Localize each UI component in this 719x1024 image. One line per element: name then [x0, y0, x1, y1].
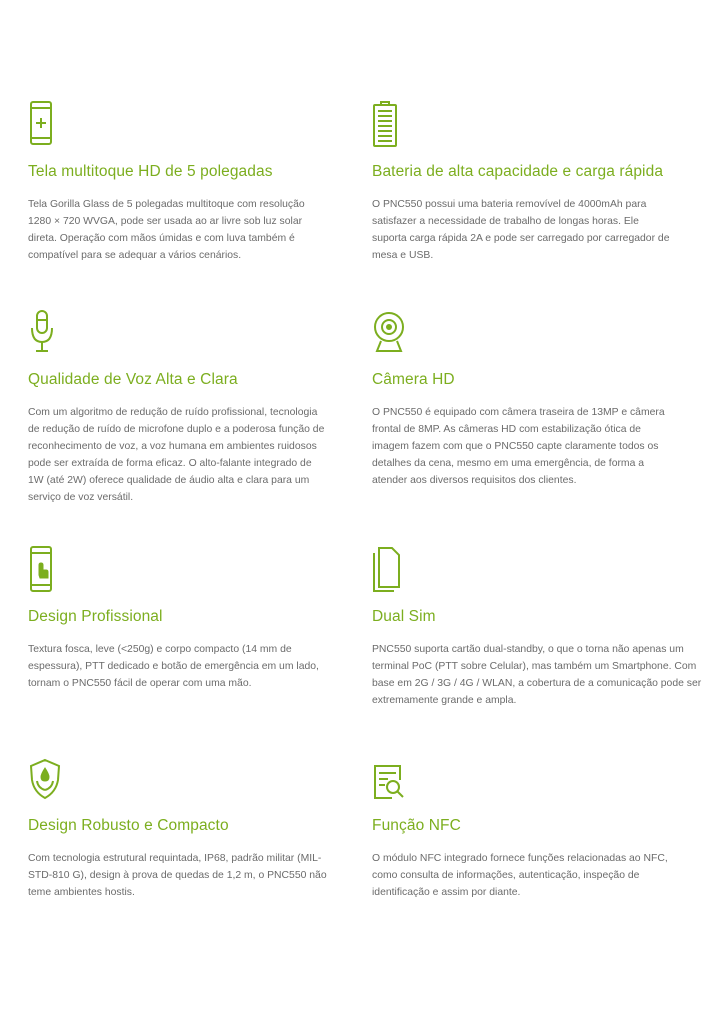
- feature-title: Função NFC: [372, 817, 461, 834]
- feature-professional-design: [28, 545, 328, 692]
- nfc-document-search-icon: [372, 754, 406, 802]
- feature-description: Com tecnologia estrutural requintada, IP68, padrão militar (MIL-STD-810 G), design à prova de quedas de 1,2 m, o PNC550 não teme ambientes hostis.: [28, 853, 327, 898]
- feature-dual-sim: [372, 545, 717, 709]
- feature-voice-quality: [28, 308, 328, 506]
- phone-touch-icon: [28, 545, 62, 593]
- feature-title: Design Profissional: [28, 608, 163, 625]
- feature-nfc: [372, 754, 672, 901]
- feature-battery: [372, 100, 672, 264]
- feature-title: Design Robusto e Compacto: [28, 817, 229, 834]
- feature-title: Tela multitoque HD de 5 polegadas: [28, 163, 273, 180]
- feature-description: PNC550 suporta cartão dual-standby, o que o torna não apenas um terminal PoC (PTT sobre Celular), mas também um Smartphone. Com base em 2G / 3G / 4G / WLAN, a cobertura de a comunicação pode ser extremamente grande e ampla.: [372, 644, 702, 706]
- touchscreen-phone-icon: [28, 100, 62, 148]
- microphone-icon: [28, 308, 62, 356]
- rugged-shield-icon: [28, 754, 62, 802]
- battery-icon: [372, 100, 406, 148]
- feature-description: O PNC550 possui uma bateria removível de 4000mAh para satisfazer a necessidade de trabalho de longas horas. Ele suporta carga rápida 2A e pode ser carregado por carregador de mesa e USB.: [372, 199, 670, 261]
- feature-description: Textura fosca, leve (<250g) e corpo compacto (14 mm de espessura), PTT dedicado e botão de emergência em um lado, tornam o PNC550 fácil de operar com uma mão.: [28, 644, 319, 689]
- sim-card-icon: [372, 545, 406, 593]
- feature-hd-camera: [372, 308, 672, 489]
- feature-rugged-design: [28, 754, 328, 901]
- feature-description: O PNC550 é equipado com câmera traseira de 13MP e câmera frontal de 8MP. As câmeras HD com estabilização ótica de imagem fazem com que o PNC550 capte claramente todos os detalhes da cena, mesmo em uma emergência, de forma a atender aos diversos requisitos dos clientes.: [372, 407, 665, 486]
- feature-title: Qualidade de Voz Alta e Clara: [28, 371, 238, 388]
- feature-title: Dual Sim: [372, 608, 436, 625]
- feature-touchscreen: [28, 100, 328, 264]
- feature-description: O módulo NFC integrado fornece funções relacionadas ao NFC, como consulta de informações, autenticação, inspeção de identificação e assim por diante.: [372, 853, 668, 898]
- feature-title: Câmera HD: [372, 371, 455, 388]
- feature-description: Com um algoritmo de redução de ruído profissional, tecnologia de redução de ruído de microfone duplo e a poderosa função de reconhecimento de voz, a voz humana em ambientes ruidosos pode ser extraída de forma eficaz. O alto-falante integrado de 1W (até 2W) oferece qualidade de áudio alta e clara para um serviço de voz versátil.: [28, 407, 325, 503]
- webcam-icon: [372, 308, 406, 356]
- feature-title: Bateria de alta capacidade e carga rápida: [372, 163, 664, 180]
- feature-description: Tela Gorilla Glass de 5 polegadas multitoque com resolução 1280 × 720 WVGA, pode ser usada ao ar livre sob luz solar direta. Operação com mãos úmidas e com luva também é compatível para se adequar a vários cenários.: [28, 199, 305, 261]
